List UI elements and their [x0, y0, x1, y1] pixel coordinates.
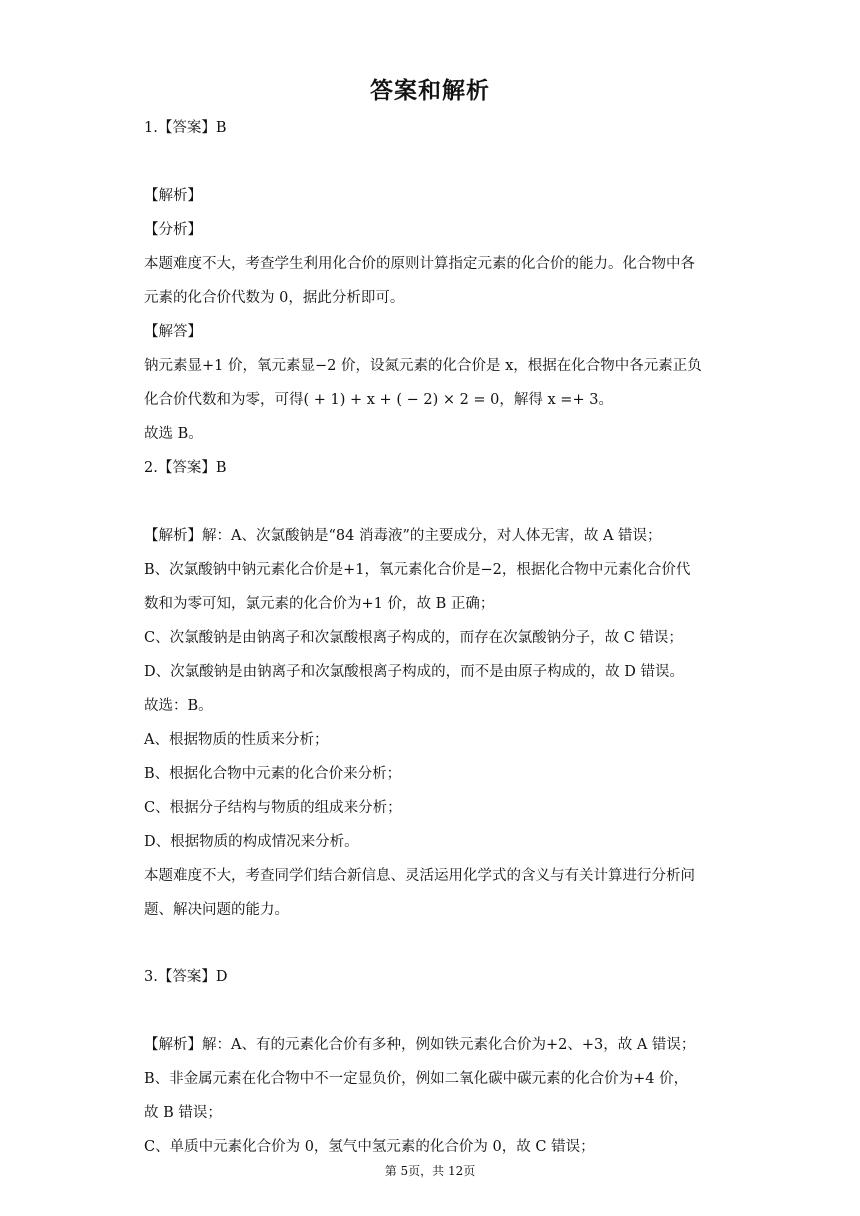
analysis-2-text-3: 数和为零可知，氯元素的化合价为+1 价，故 B 正确； — [144, 596, 495, 612]
solution-1-conclusion: 故选 B。 — [144, 426, 203, 442]
analysis-3-text-4: C、单质中元素化合价为 0，氢气中氢元素的化合价为 0，故 C 错误； — [144, 1139, 595, 1155]
solution-1-text-2: 化合价代数和为零，可得( + 1) + x + ( − 2) × 2 = 0，解得 x =+ 3。 — [144, 392, 613, 408]
analysis-2-hint-a: A、根据物质的性质来分析； — [144, 732, 329, 748]
answer-1-label: 1.【答案】B — [144, 120, 227, 136]
page-number-footer: 第 5页，共 12页 — [384, 1164, 476, 1178]
analysis-2-summary-2: 题、解决问题的能力。 — [144, 902, 289, 918]
analysis-3-text-1: 【解析】解：A、有的元素化合价有多种，例如铁元素化合价为+2、+3，故 A 错误； — [144, 1037, 696, 1053]
analysis-2-hint-d: D、根据物质的构成情况来分析。 — [144, 834, 359, 850]
analysis-2-text-5: D、次氯酸钠是由钠离子和次氯酸根离子构成的，而不是由原子构成的，故 D 错误。 — [144, 664, 684, 680]
analysis-2-hint-b: B、根据化合物中元素的化合价来分析； — [144, 766, 402, 782]
solution-1-header: 【解答】 — [144, 324, 202, 340]
analysis-1-header: 【解析】 — [144, 188, 202, 204]
analysis-1-text-1: 本题难度不大，考查学生利用化合价的原则计算指定元素的化合价的能力。化合物中各 — [144, 256, 695, 272]
analysis-2-text-1: 【解析】解：A、次氯酸钠是“84 消毒液”的主要成分，对人体无害，故 A 错误； — [144, 528, 662, 544]
analysis-2-conclusion: 故选：B。 — [144, 698, 213, 714]
analysis-2-text-2: B、次氯酸钠中钠元素化合价是+1，氧元素化合价是−2，根据化合物中元素化合价代 — [144, 562, 691, 578]
analysis-2-summary-1: 本题难度不大，考查同学们结合新信息、灵活运用化学式的含义与有关计算进行分析问 — [144, 868, 695, 884]
analysis-2-hint-c: C、根据分子结构与物质的组成来分析； — [144, 800, 402, 816]
analysis-2-text-4: C、次氯酸钠是由钠离子和次氯酸根离子构成的，而存在次氯酸钠分子，故 C 错误； — [144, 630, 683, 646]
analysis-3-text-2: B、非金属元素在化合物中不一定显负价，例如二氧化碳中碳元素的化合价为+4 价， — [144, 1071, 689, 1087]
analysis-3-text-3: 故 B 错误； — [144, 1105, 222, 1121]
answer-3-label: 3.【答案】D — [144, 969, 228, 985]
solution-1-text-1: 钠元素显+1 价，氧元素显−2 价，设氮元素的化合价是 x，根据在化合物中各元素正负 — [144, 358, 702, 374]
analysis-1-text-2: 元素的化合价代数为 0，据此分析即可。 — [144, 290, 405, 306]
page-title: 答案和解析 — [370, 78, 490, 104]
answer-2-label: 2.【答案】B — [144, 460, 227, 476]
analysis-1-subheader: 【分析】 — [144, 222, 202, 238]
